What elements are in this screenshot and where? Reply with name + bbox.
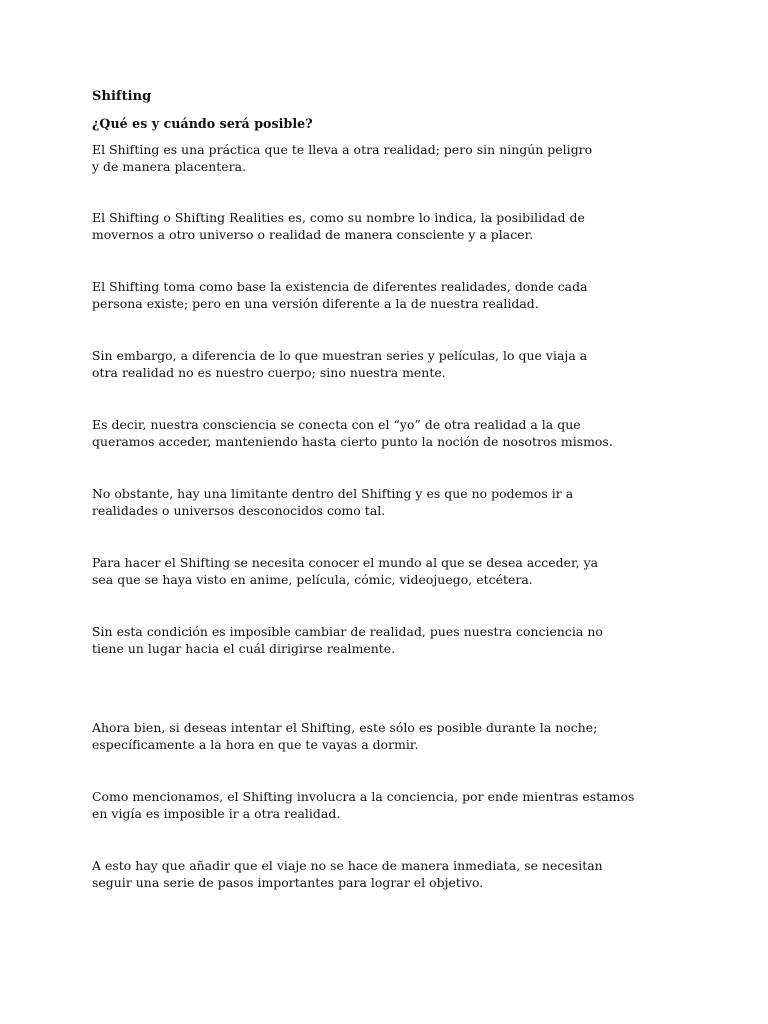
paragraph-3: El Shifting toma como base la existencia de diferentes realidades, donde cada persona existe; pero en una versión diferente a la de nuestra realidad. bbox=[92, 279, 588, 311]
document-subtitle: ¿Qué es y cuándo será posible? bbox=[92, 116, 313, 131]
paragraph-4: Sin embargo, a diferencia de lo que muestran series y películas, lo que viaja a otra realidad no es nuestro cuerpo; sino nuestra mente. bbox=[92, 348, 588, 380]
paragraph-5: Es decir, nuestra consciencia se conecta con el “yo” de otra realidad a la que queramos acceder, manteniendo hasta cierto punto la noción de nosotros mismos. bbox=[92, 417, 613, 449]
paragraph-10: Como mencionamos, el Shifting involucra a la conciencia, por ende mientras estamos en vigía es imposible ir a otra realidad. bbox=[92, 789, 635, 821]
paragraph-9: Ahora bien, si deseas intentar el Shifting, este sólo es posible durante la noche; específicamente a la hora en que te vayas a dormir. bbox=[92, 720, 598, 752]
paragraph-8: Sin esta condición es imposible cambiar de realidad, pues nuestra conciencia no tiene un lugar hacia el cuál dirigirse realmente. bbox=[92, 624, 603, 656]
document-title: Shifting bbox=[92, 89, 152, 104]
paragraph-11: A esto hay que añadir que el viaje no se hace de manera inmediata, se necesitan seguir una serie de pasos importantes para lograr el objetivo. bbox=[92, 858, 603, 890]
paragraph-7: Para hacer el Shifting se necesita conocer el mundo al que se desea acceder, ya sea que se haya visto en anime, película, cómic, videojuego, etcétera. bbox=[92, 555, 599, 587]
paragraph-2: El Shifting o Shifting Realities es, como su nombre lo indica, la posibilidad de movernos a otro universo o realidad de manera consciente y a placer. bbox=[92, 210, 585, 242]
paragraph-1: El Shifting es una práctica que te lleva a otra realidad; pero sin ningún peligro y de manera placentera. bbox=[92, 142, 593, 174]
paragraph-6: No obstante, hay una limitante dentro del Shifting y es que no podemos ir a realidades o universos desconocidos como tal. bbox=[92, 486, 574, 518]
